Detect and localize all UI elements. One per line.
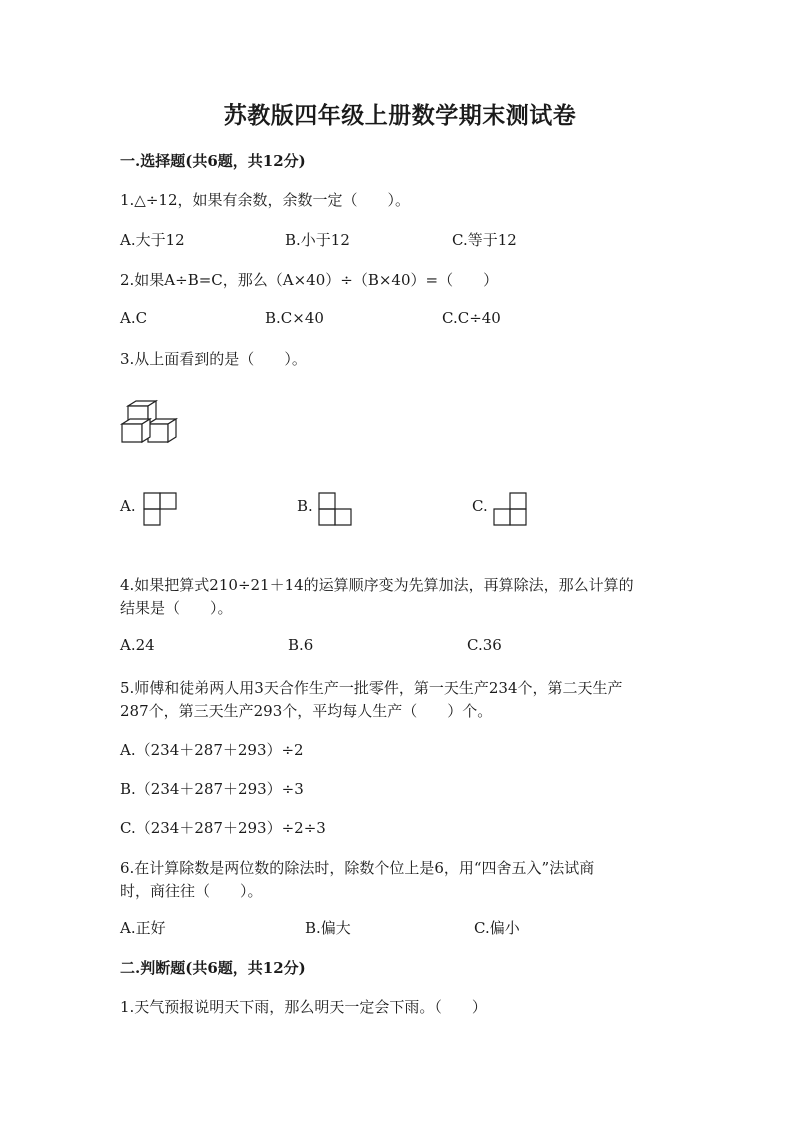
question-3-option-c: C.	[472, 497, 488, 515]
question-3-option-a: A.	[120, 497, 136, 515]
question-2-option-c: C.C÷40	[442, 309, 501, 327]
question-6-stem-line1: 6.在计算除数是两位数的除法时，除数个位上是6，用“四舍五入”法试商	[120, 859, 595, 877]
top-view-b-icon	[318, 492, 354, 528]
question-4-option-b: B.6	[288, 636, 314, 654]
question-2-option-a: A.C	[120, 309, 148, 327]
section-heading-choice: 一.选择题(共6题，共12分)	[120, 152, 306, 170]
question-4-option-c: C.36	[467, 636, 502, 654]
top-view-a-icon	[143, 492, 179, 528]
page-title: 苏教版四年级上册数学期末测试卷	[223, 102, 577, 129]
question-1-option-a: A.大于12	[120, 231, 185, 249]
section-heading-judgement: 二.判断题(共6题，共12分)	[120, 959, 306, 977]
question-5-option-a: A.（234＋287＋293）÷2	[120, 741, 304, 759]
top-view-c-icon	[493, 492, 529, 528]
question-6-option-a: A.正好	[120, 919, 166, 937]
question-2-stem: 2.如果A÷B=C，那么（A×40）÷（B×40）=（ ）	[120, 271, 499, 289]
judgement-1-stem: 1.天气预报说明天下雨，那么明天一定会下雨。（ ）	[120, 998, 487, 1016]
question-4-stem-line2: 结果是（ ）。	[120, 599, 233, 617]
stacked-cubes-figure-icon	[118, 398, 182, 448]
question-5-option-c: C.（234＋287＋293）÷2÷3	[120, 819, 326, 837]
question-6-option-c: C.偏小	[474, 919, 520, 937]
question-3-stem: 3.从上面看到的是（ ）。	[120, 350, 307, 368]
question-1-option-b: B.小于12	[285, 231, 350, 249]
question-1-stem: 1.△÷12，如果有余数，余数一定（ ）。	[120, 191, 411, 209]
question-5-option-b: B.（234＋287＋293）÷3	[120, 780, 304, 798]
question-5-stem-line2: 287个，第三天生产293个，平均每人生产（ ）个。	[120, 702, 493, 720]
question-3-option-b: B.	[297, 497, 313, 515]
question-4-stem-line1: 4.如果把算式210÷21＋14的运算顺序变为先算加法，再算除法，那么计算的	[120, 576, 634, 594]
question-1-option-c: C.等于12	[452, 231, 517, 249]
question-6-option-b: B.偏大	[305, 919, 351, 937]
question-4-option-a: A.24	[120, 636, 155, 654]
question-2-option-b: B.C×40	[265, 309, 324, 327]
question-5-stem-line1: 5.师傅和徒弟两人用3天合作生产一批零件，第一天生产234个，第二天生产	[120, 679, 623, 697]
question-6-stem-line2: 时，商往往（ ）。	[120, 882, 263, 900]
